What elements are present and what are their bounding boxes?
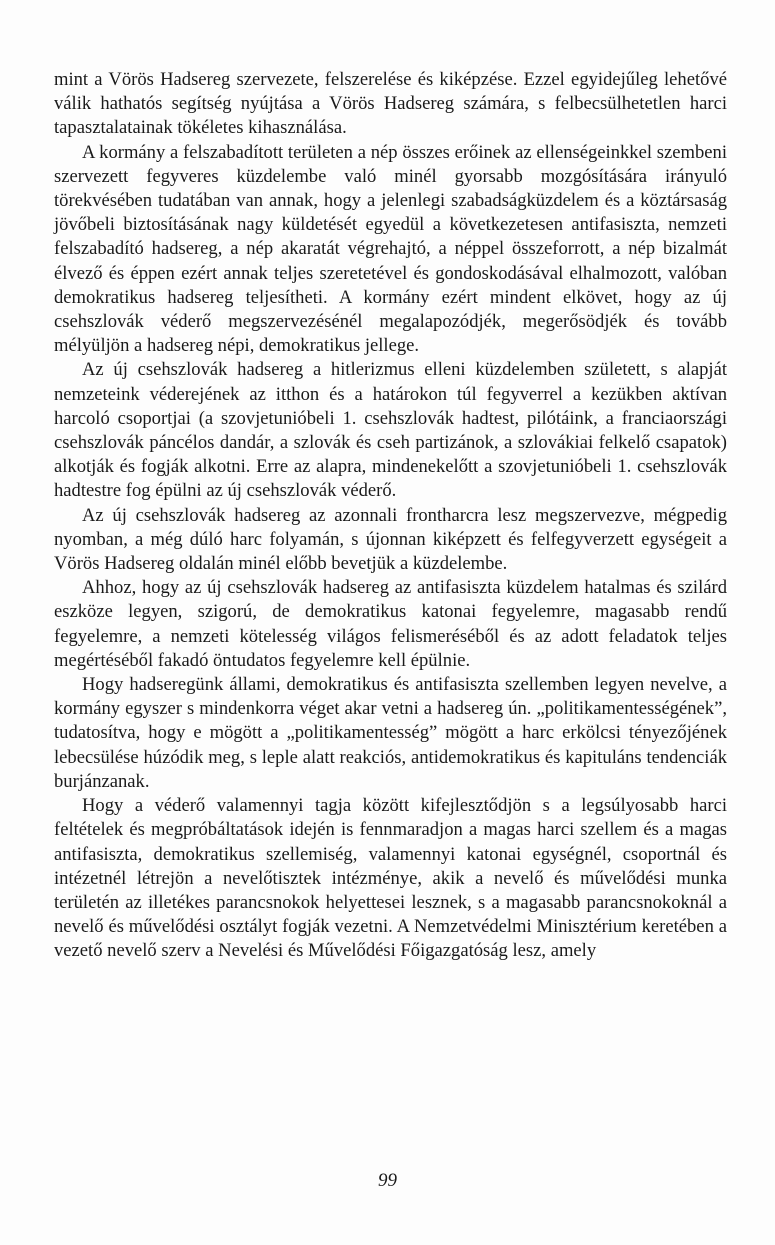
body-text <box>54 68 727 964</box>
paragraph-6: Hogy hadseregünk állami, demokratikus és antifasiszta szellemben legyen nevelve, a kormány egyszer s mindenkorra véget akar vetni a hadsereg ún. „politikamentességének”, tudatosítva, hogy e mögött a „politikamentesség” mögött a harc erkölcsi tényezőjének lebecsülése húzódik meg, s leple alatt reakciós, antidemokratikus és kapituláns tendenciák burjánzanak. <box>54 674 727 792</box>
paragraph-3: Az új csehszlovák hadsereg a hitlerizmus elleni küzdelemben született, s alapját nemzeteink véderejének az itthon és a határokon túl fegyverrel a kezükben aktívan harcoló csoportjai (a szovjetunióbeli 1. csehszlovák hadtest, pilótáink, a franciaországi csehszlovák páncélos dandár, a szlovák és cseh partizánok, a szlovákiai felkelő csapatok) alkotják és fogják alkotni. Erre az alapra, mindenekelőtt a szovjetunióbeli 1. csehszlovák hadtestre fog épülni az új csehszlovák véderő. <box>54 359 727 502</box>
paragraph-1: mint a Vörös Hadsereg szervezete, felszerelése és kiképzése. Ezzel egyidejűleg lehetővé válik hathatós segítség nyújtása a Vörös Hadsereg számára, s felbecsülhetetlen harci tapasztalatainak tökéletes kihasználása. <box>54 69 727 139</box>
paragraph-4: Az új csehszlovák hadsereg az azonnali frontharcra lesz megszervezve, mégpedig nyomban, a még dúló harc folyamán, s újonnan kiképzett és felfegyverzett egységeit a Vörös Hadsereg oldalán minél előbb bevetjük a küzdelembe. <box>54 504 727 575</box>
page-number: 99 <box>378 1170 397 1191</box>
paragraph-5: Ahhoz, hogy az új csehszlovák hadsereg az antifasiszta küzdelem hatalmas és szilárd eszköze legyen, szigorú, de demokratikus katonai fegyelemre, magasabb rendű fegyelemre, a nemzeti kötelesség világos felismeréséből és az adott feladatok teljes megértéséből fakadó öntudatos fegyelemre kell épülnie. <box>54 577 727 671</box>
paragraph-2: A kormány a felszabadított területen a nép összes erőinek az ellenségeinkkel szembeni szervezett fegyveres küzdelembe való minél gyorsabb mozgósítására irányuló törekvésében tudatában van annak, hogy a jelenlegi szabadságküzdelem és a köztársaság jövőbeli biztosításának nagy küldetését egyedül a következetesen antifasiszta, nemzeti felszabadító hadsereg, a nép akaratát végrehajtó, a néppel összeforrott, a nép bizalmát élvező és éppen ezért annak teljes szeretetével és gondoskodásával elhalmozott, valóban demokratikus hadsereg teljesítheti. A kormány ezért mindent elkövet, hogy az új csehszlovák véderő megszervezésénél megalapozódjék, megerősödjék és tovább mélyüljön a hadsereg népi, demokratikus jellege. <box>54 141 727 357</box>
paragraph-7: Hogy a véderő valamennyi tagja között kifejlesztődjön s a legsúlyosabb harci feltételek és megpróbáltatások idején is fennmaradjon a magas harci szellem és a magas antifasiszta, demokratikus szellemiség, valamennyi katonai egységnél, csoportnál és intézetnél létrejön a nevelőtisztek intézménye, akik a nevelő és művelődési munka területén az illetékes parancsnokok helyettesei lesznek, s a magasabb parancsnokoknál a nevelő és művelődési osztályt fogják vezetni. A Nemzetvédelmi Minisztérium keretében a vezető nevelő szerv a Nevelési és Művelődési Főigazgatóság lesz, amely <box>54 795 727 962</box>
